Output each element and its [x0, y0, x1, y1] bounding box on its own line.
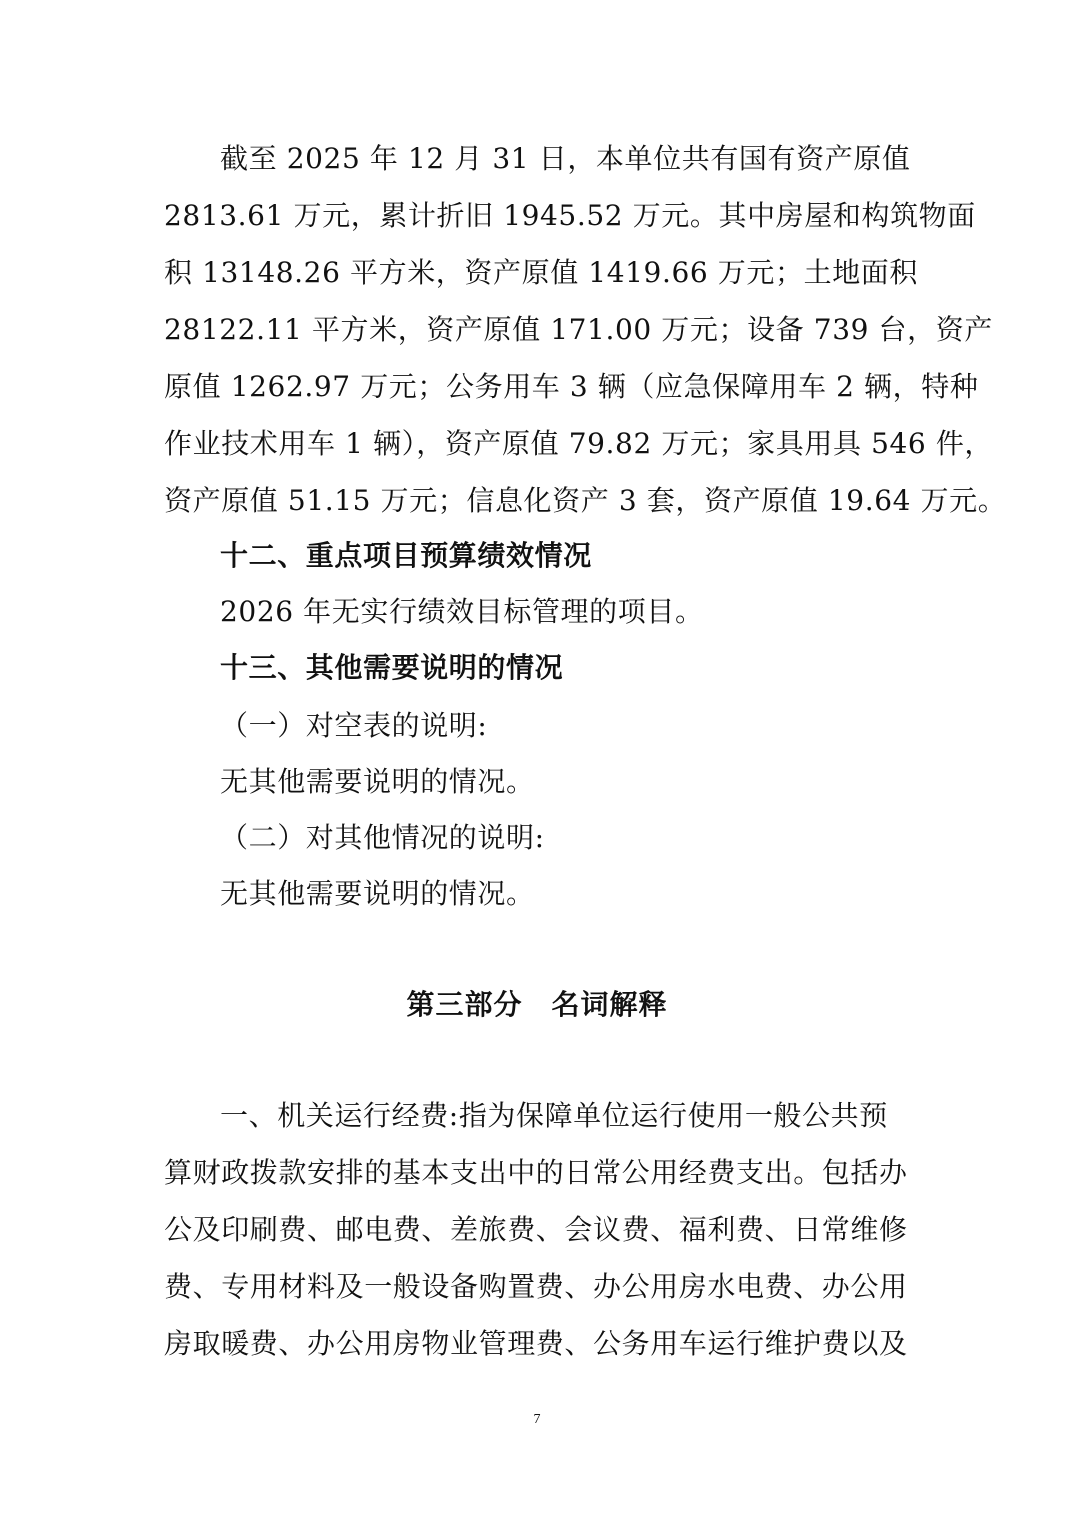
part-3-line-4: 费、专用材料及一般设备购置费、办公用房水电费、办公用 [164, 1270, 908, 1303]
assets-paragraph-line-5: 原值 1262.97 万元；公务用车 3 辆（应急保障用车 2 辆，特种 [164, 370, 979, 403]
assets-paragraph-line-3: 积 13148.26 平方米，资产原值 1419.66 万元；土地面积 [164, 256, 918, 289]
part-3-line-2: 算财政拨款安排的基本支出中的日常公用经费支出。包括办 [164, 1156, 908, 1189]
assets-paragraph-line-6: 作业技术用车 1 辆），资产原值 79.82 万元；家具用具 546 件， [164, 427, 994, 460]
assets-paragraph-line-4: 28122.11 平方米，资产原值 171.00 万元；设备 739 台，资产 [164, 313, 993, 346]
assets-paragraph-line-2: 2813.61 万元，累计折旧 1945.52 万元。其中房屋和构筑物面 [164, 199, 976, 232]
section-13-sub1-heading: （一）对空表的说明: [220, 709, 488, 742]
part-3-title: 第三部分 名词解释 [406, 988, 668, 1021]
section-13-sub1-text: 无其他需要说明的情况。 [220, 765, 535, 798]
part-3-line-3: 公及印刷费、邮电费、差旅费、会议费、福利费、日常维修 [164, 1213, 908, 1246]
section-12-text: 2026 年无实行绩效目标管理的项目。 [220, 595, 704, 628]
section-13-heading: 十三、其他需要说明的情况 [220, 651, 564, 684]
part-3-line-5: 房取暖费、办公用房物业管理费、公务用车运行维护费以及 [164, 1327, 908, 1360]
assets-paragraph-line-1: 截至 2025 年 12 月 31 日，本单位共有国有资产原值 [220, 142, 911, 175]
section-13-sub2-text: 无其他需要说明的情况。 [220, 877, 535, 910]
page-number: 7 [533, 1412, 541, 1427]
section-13-sub2-heading: （二）对其他情况的说明: [220, 821, 545, 854]
assets-paragraph-line-7: 资产原值 51.15 万元；信息化资产 3 套，资产原值 19.64 万元。 [164, 484, 1007, 517]
part-3-line-1: 一、机关运行经费:指为保障单位运行使用一般公共预 [220, 1099, 888, 1132]
section-12-heading: 十二、重点项目预算绩效情况 [220, 539, 592, 572]
